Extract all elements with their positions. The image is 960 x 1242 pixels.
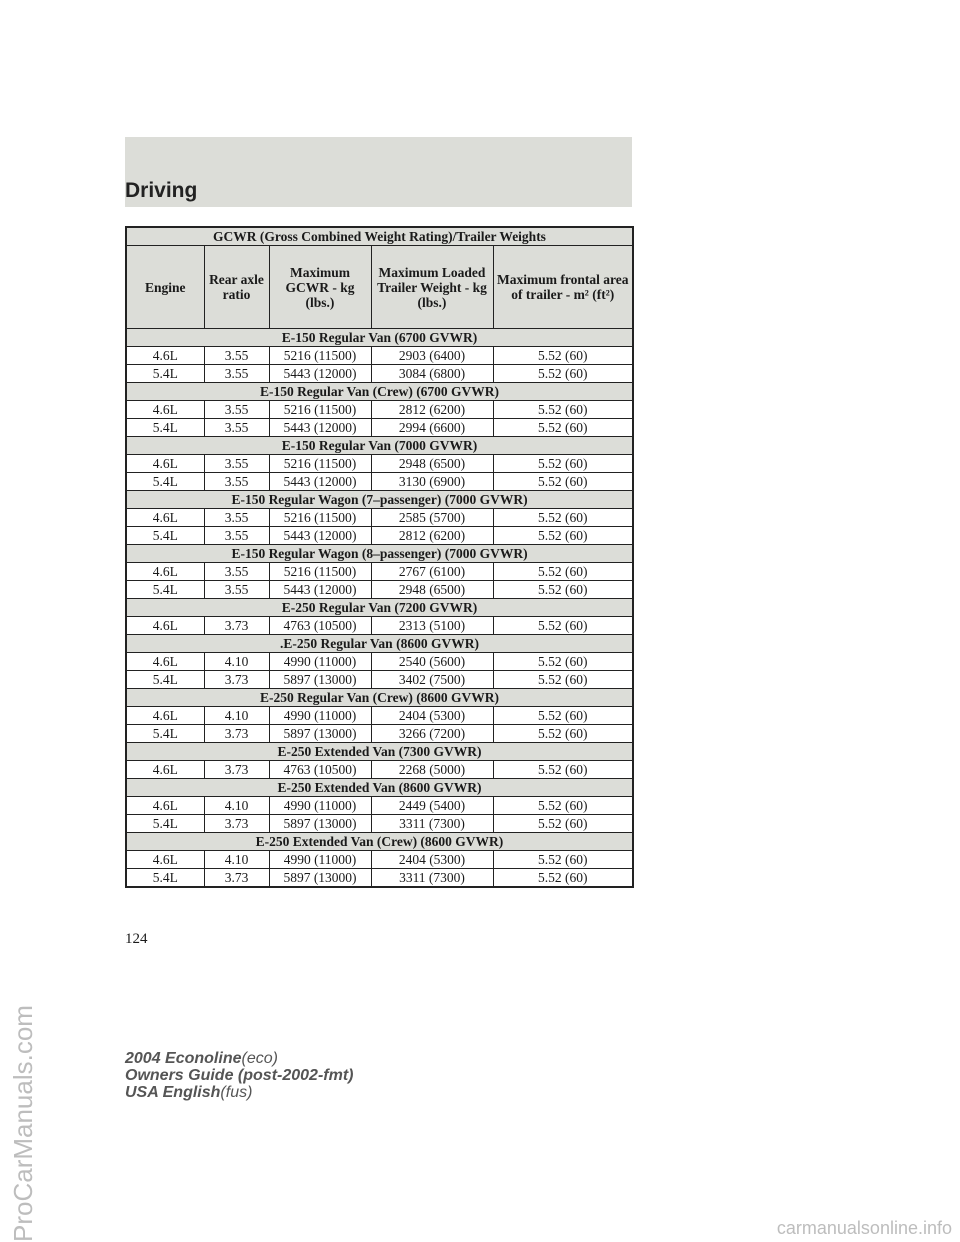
group-row — [126, 437, 633, 455]
footer-guide: Owners Guide (post-2002-fmt) — [125, 1067, 354, 1084]
table-cell: 4.10 — [204, 851, 269, 869]
group-title: E-150 Regular Van (7000 GVWR) — [126, 437, 633, 455]
table-cell: 3.73 — [204, 671, 269, 689]
table-cell: 2948 (6500) — [371, 581, 493, 599]
table-cell: 3.55 — [204, 509, 269, 527]
table-cell: 4990 (11000) — [269, 851, 371, 869]
table-row — [126, 347, 633, 365]
table-cell: 5216 (11500) — [269, 455, 371, 473]
table-cell: 3.73 — [204, 761, 269, 779]
table-cell: 5.52 (60) — [493, 815, 633, 833]
table-row — [126, 527, 633, 545]
table-cell: 3402 (7500) — [371, 671, 493, 689]
group-title: E-250 Extended Van (Crew) (8600 GVWR) — [126, 833, 633, 851]
table-row — [126, 707, 633, 725]
table-cell: 5.4L — [126, 725, 204, 743]
table-cell: 5443 (12000) — [269, 365, 371, 383]
group-row — [126, 491, 633, 509]
column-header-row — [126, 246, 633, 329]
table-cell: 5.52 (60) — [493, 527, 633, 545]
table-row — [126, 455, 633, 473]
footer-language-code: (fus) — [220, 1084, 253, 1101]
table-cell: 5.52 (60) — [493, 347, 633, 365]
table-cell: 4.6L — [126, 761, 204, 779]
table-cell: 3.73 — [204, 869, 269, 888]
table-cell: 3266 (7200) — [371, 725, 493, 743]
table-cell: 5443 (12000) — [269, 527, 371, 545]
table-cell: 5.52 (60) — [493, 581, 633, 599]
table-cell: 4.6L — [126, 851, 204, 869]
table-cell: 2948 (6500) — [371, 455, 493, 473]
table-cell: 5216 (11500) — [269, 509, 371, 527]
gcwr-table — [125, 226, 634, 888]
table-cell: 4763 (10500) — [269, 617, 371, 635]
table-cell: 3084 (6800) — [371, 365, 493, 383]
table-cell: 3.55 — [204, 347, 269, 365]
table-row — [126, 851, 633, 869]
table-cell: 5.4L — [126, 473, 204, 491]
table-cell: 3.55 — [204, 401, 269, 419]
table-cell: 5.52 (60) — [493, 725, 633, 743]
table-cell: 5.4L — [126, 671, 204, 689]
table-row — [126, 725, 633, 743]
table-cell: 5.52 (60) — [493, 473, 633, 491]
table-cell: 5.52 (60) — [493, 707, 633, 725]
table-cell: 5.4L — [126, 581, 204, 599]
group-title: E-250 Regular Van (Crew) (8600 GVWR) — [126, 689, 633, 707]
section-header — [125, 137, 632, 207]
group-title: E-250 Extended Van (7300 GVWR) — [126, 743, 633, 761]
table-cell: 3.73 — [204, 617, 269, 635]
table-cell: 5897 (13000) — [269, 815, 371, 833]
table-cell: 4.10 — [204, 653, 269, 671]
table-cell: 2585 (5700) — [371, 509, 493, 527]
table-cell: 4.6L — [126, 707, 204, 725]
group-title: E-150 Regular Wagon (8–passenger) (7000 GVWR) — [126, 545, 633, 563]
column-header: Maximum GCWR - kg (lbs.) — [269, 246, 371, 329]
table-cell: 5443 (12000) — [269, 581, 371, 599]
table-body — [126, 329, 633, 888]
table-cell: 4.10 — [204, 797, 269, 815]
watermark-bottom: carmanualsonline.info — [776, 1218, 952, 1238]
group-row — [126, 833, 633, 851]
table-cell: 3.73 — [204, 725, 269, 743]
table-cell: 4.10 — [204, 707, 269, 725]
table-row — [126, 653, 633, 671]
table-row — [126, 617, 633, 635]
table-cell: 2449 (5400) — [371, 797, 493, 815]
table-cell: 2404 (5300) — [371, 851, 493, 869]
column-header: Maximum frontal area of trailer - m² (ft²) — [493, 246, 633, 329]
table-title: GCWR (Gross Combined Weight Rating)/Trailer Weights — [126, 227, 633, 246]
table-cell: 2268 (5000) — [371, 761, 493, 779]
table-cell: 4.6L — [126, 797, 204, 815]
watermark-left: ProCarManuals.com — [8, 1005, 38, 1242]
table-cell: 5.52 (60) — [493, 851, 633, 869]
footer-model-code: (eco) — [241, 1050, 278, 1067]
table-row — [126, 365, 633, 383]
group-title: E-250 Extended Van (8600 GVWR) — [126, 779, 633, 797]
table-row — [126, 815, 633, 833]
table-cell: 4.6L — [126, 347, 204, 365]
table-cell: 5.52 (60) — [493, 419, 633, 437]
table-row — [126, 761, 633, 779]
table-cell: 5.52 (60) — [493, 797, 633, 815]
table-cell: 4.6L — [126, 509, 204, 527]
table-row — [126, 869, 633, 888]
table-cell: 3.55 — [204, 527, 269, 545]
table-cell: 4763 (10500) — [269, 761, 371, 779]
table-cell: 5.52 (60) — [493, 455, 633, 473]
group-row — [126, 383, 633, 401]
table-row — [126, 401, 633, 419]
table-cell: 2903 (6400) — [371, 347, 493, 365]
table-row — [126, 473, 633, 491]
table-cell: 5.52 (60) — [493, 401, 633, 419]
table-cell: 3.73 — [204, 815, 269, 833]
group-title: E-250 Regular Van (7200 GVWR) — [126, 599, 633, 617]
table-cell: 5.4L — [126, 527, 204, 545]
table-cell: 5.52 (60) — [493, 761, 633, 779]
group-title: .E-250 Regular Van (8600 GVWR) — [126, 635, 633, 653]
table-cell: 4.6L — [126, 617, 204, 635]
table-cell: 3.55 — [204, 581, 269, 599]
footer-model: 2004 Econoline — [125, 1050, 242, 1067]
table-cell: 5897 (13000) — [269, 869, 371, 888]
table-cell: 5216 (11500) — [269, 401, 371, 419]
column-header: Rear axle ratio — [204, 246, 269, 329]
table-cell: 2812 (6200) — [371, 527, 493, 545]
table-cell: 4990 (11000) — [269, 707, 371, 725]
group-row — [126, 779, 633, 797]
table-cell: 5.52 (60) — [493, 671, 633, 689]
table-row — [126, 509, 633, 527]
table-cell: 5216 (11500) — [269, 347, 371, 365]
group-title: E-150 Regular Van (6700 GVWR) — [126, 329, 633, 347]
table-row — [126, 419, 633, 437]
table-cell: 2313 (5100) — [371, 617, 493, 635]
table-cell: 5.4L — [126, 365, 204, 383]
group-row — [126, 743, 633, 761]
table-cell: 3130 (6900) — [371, 473, 493, 491]
table-cell: 3.55 — [204, 365, 269, 383]
table-cell: 5.52 (60) — [493, 617, 633, 635]
table-cell: 5216 (11500) — [269, 563, 371, 581]
table-cell: 5.52 (60) — [493, 869, 633, 888]
table-cell: 4.6L — [126, 653, 204, 671]
column-header: Engine — [126, 246, 204, 329]
group-row — [126, 599, 633, 617]
table-cell: 5.52 (60) — [493, 509, 633, 527]
group-row — [126, 635, 633, 653]
section-title: Driving — [125, 179, 198, 202]
table-cell: 5897 (13000) — [269, 671, 371, 689]
table-cell: 3.55 — [204, 455, 269, 473]
group-title: E-150 Regular Van (Crew) (6700 GVWR) — [126, 383, 633, 401]
table-cell: 2767 (6100) — [371, 563, 493, 581]
table-cell: 5443 (12000) — [269, 473, 371, 491]
table-cell: 3.55 — [204, 419, 269, 437]
table-cell: 5.4L — [126, 419, 204, 437]
table-cell: 3.55 — [204, 563, 269, 581]
page-number: 124 — [125, 931, 148, 947]
table-row — [126, 671, 633, 689]
table-row — [126, 797, 633, 815]
group-row — [126, 545, 633, 563]
table-cell: 2540 (5600) — [371, 653, 493, 671]
group-title: E-150 Regular Wagon (7–passenger) (7000 GVWR) — [126, 491, 633, 509]
table-cell: 5.52 (60) — [493, 653, 633, 671]
table-cell: 5.4L — [126, 815, 204, 833]
group-row — [126, 329, 633, 347]
table-cell: 5443 (12000) — [269, 419, 371, 437]
table-cell: 5.4L — [126, 869, 204, 888]
footer-language: USA English — [125, 1084, 221, 1101]
table-row — [126, 563, 633, 581]
table-cell: 4990 (11000) — [269, 797, 371, 815]
table-cell: 3311 (7300) — [371, 869, 493, 888]
table-cell: 2404 (5300) — [371, 707, 493, 725]
column-header: Maximum Loaded Trailer Weight - kg (lbs.) — [371, 246, 493, 329]
table-cell: 4990 (11000) — [269, 653, 371, 671]
table-cell: 3.55 — [204, 473, 269, 491]
table-cell: 5897 (13000) — [269, 725, 371, 743]
table-row — [126, 581, 633, 599]
table-cell: 4.6L — [126, 563, 204, 581]
footer — [125, 1050, 353, 1101]
table-cell: 2812 (6200) — [371, 401, 493, 419]
group-row — [126, 689, 633, 707]
table-cell: 2994 (6600) — [371, 419, 493, 437]
table-cell: 3311 (7300) — [371, 815, 493, 833]
table-cell: 5.52 (60) — [493, 365, 633, 383]
table-cell: 4.6L — [126, 455, 204, 473]
table-cell: 4.6L — [126, 401, 204, 419]
table-cell: 5.52 (60) — [493, 563, 633, 581]
